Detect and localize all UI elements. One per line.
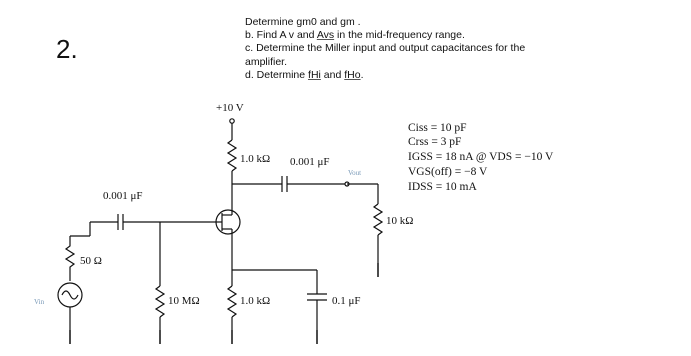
r-source-label: 50 Ω [80,255,102,267]
problem-number: 2. [56,34,78,64]
rs-resistor [228,286,236,317]
supply-terminal [230,119,234,123]
c-out-label: 0.001 μF [290,156,330,168]
rg-resistor [156,286,164,317]
spec-igss: IGSS = 18 nA @ VDS = −10 V [408,151,554,163]
c-s-label: 0.1 μF [332,295,361,307]
question-b: b. Find A v and Avs in the mid-frequency range. [245,29,465,42]
question-a: Determine gm0 and gm . [245,16,361,28]
rl-label: 10 kΩ [386,215,414,227]
rd-label: 1.0 kΩ [240,153,271,165]
rg-label: 10 MΩ [168,295,200,307]
spec-crss: Crss = 3 pF [408,136,462,148]
spec-idss: IDSS = 10 mA [408,181,477,193]
spec-vgs-off: VGS(off) = −8 V [408,166,488,178]
question-c-line2: amplifier. [245,55,288,68]
c-in-label: 0.001 μF [103,190,143,202]
question-c-line1: c. Determine the Miller input and output capacitances for the [245,42,526,55]
spec-ciss: Ciss = 10 pF [408,122,467,134]
rs-label: 1.0 kΩ [240,295,271,307]
rl-resistor [374,204,382,235]
vin-label: Vin [34,298,45,306]
rd-resistor [228,140,236,171]
supply-label: +10 V [216,102,244,114]
question-d: d. Determine fHi and fHo. [245,68,364,81]
r-source-resistor [66,236,74,281]
vout-label: Vout [348,169,362,177]
